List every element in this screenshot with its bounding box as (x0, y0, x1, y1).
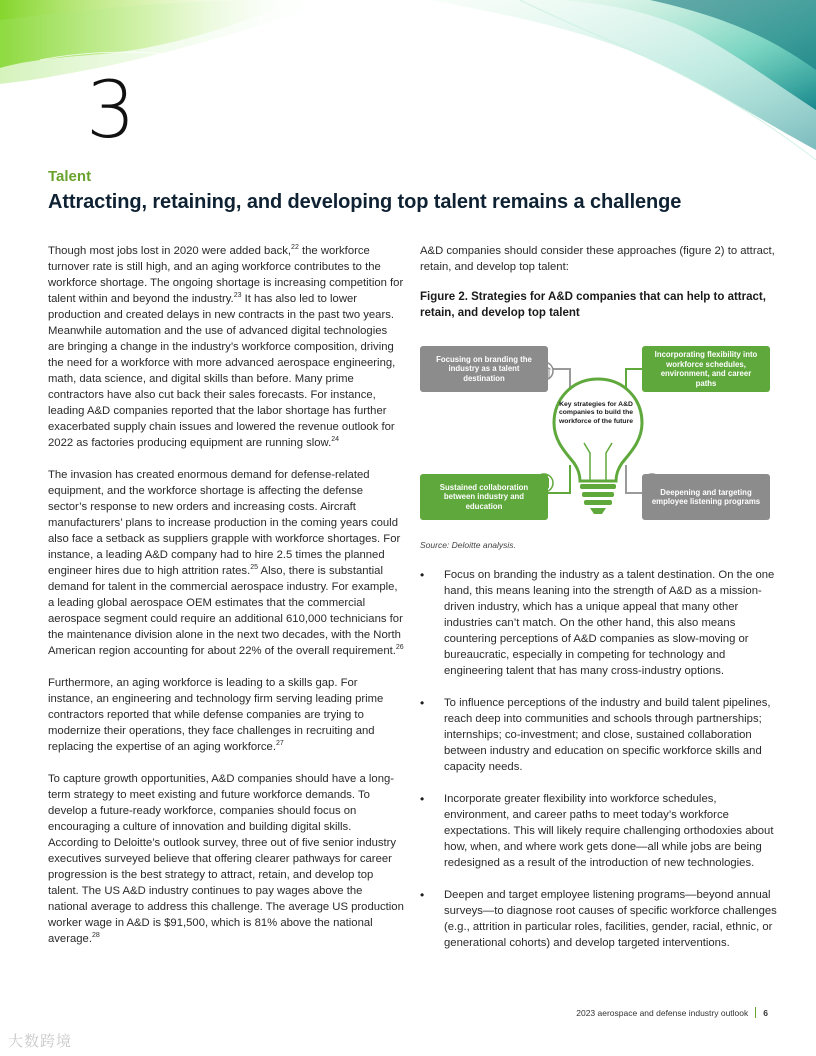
footnote-ref: 23 (233, 292, 242, 300)
figure-title: Figure 2. Strategies for A&D companies that can help to attract, retain, and develop top talent (420, 291, 766, 319)
list-item: • Incorporate greater flexibility into workforce schedules, environment, and career paths to meet today’s workforce expectations. This will likely require challenging orthodoxies about how, when, and where work gets done—all while jobs are being redesigned as a result of the introduction of new technologies. (420, 792, 774, 869)
page-number: 6 (763, 1007, 768, 1018)
list-item: • Deepen and target employee listening programs—beyond annual surveys—to diagnose root causes of specific workforce challenges (e.g., attrition in particular roles, facilities, gender, racial, ethnic, or generational cohorts) and develop targeted interventions. (420, 888, 777, 949)
footer-divider (755, 1007, 756, 1018)
figure-source: Source: Deloitte analysis. (420, 540, 516, 550)
report-name: 2023 aerospace and defense industry outlook (576, 1007, 749, 1018)
strategy-bullet-list (420, 567, 778, 951)
strategy-box-flexibility: Incorporating flexibility into workforce schedules, environment, and career paths (642, 346, 770, 392)
bullet-icon: • (420, 888, 425, 902)
footnote-ref: 28 (91, 932, 100, 940)
bullet-icon: • (420, 568, 425, 582)
paragraph-growth-strategy: To capture growth opportunities, A&D companies should have a long-term strategy to meet existing and future workforce demands. To develop a future-ready workforce, companies should focus on encouraging a culture of innovation and building digital skills. According to Deloitte’s outlook survey, three out of five senior industry executives surveyed believe that offering clearer pathways for career progression is the best strategy to attract, retain, and develop top talent. The US A&D industry continues to pay wages above the national average to address this challenge. The average US production worker wage in A&D is $91,500, which is 81% above the national average.$^{28}$ (48, 773, 404, 945)
page-title: Attracting, retaining, and developing top talent remains a challenge (48, 191, 682, 213)
footnote-ref: 25 (250, 564, 259, 572)
bullet-icon: • (420, 696, 425, 710)
footnote-ref: 26 (395, 644, 404, 652)
list-item: • To influence perceptions of the industry and build talent pipelines, reach deep into communities and schools through partnerships; internships; co-investment; and close, sustained collaboration between industry and education on specific workforce skills and capacity needs. (420, 696, 771, 773)
right-column (420, 243, 778, 967)
strategy-box-listening: Deepening and targeting employee listening programs (642, 474, 770, 520)
strategy-box-collaboration: Sustained collaboration between industry and education (420, 474, 548, 520)
paragraph-defense-demand: The invasion has created enormous demand for defense-related equipment, and the workforce shortage is affecting the defense sector’s response to new orders and increasing costs. Aircraft manufacturers’ plans to increase production in the coming years could also face a setback as suppliers grapple with workforce shortages. For instance, a leading A&D company had to hire 2.5 times the planned engineer hires due to high attrition rates.$^{25}$ Also, there is substantial demand for talent in the commercial aerospace industry. For example, a leading global aerospace OEM estimates that the commercial aerospace segment could require an additional 610,000 technicians for the maintenance division alone in the next two decades, with the North American region accounting for about 22% of the overall requirement.$^{26}$ (48, 469, 404, 657)
footnote-ref: 27 (275, 740, 284, 748)
bullet-icon: • (420, 792, 425, 806)
section-label: Talent (48, 168, 92, 185)
chapter-number: 3 (86, 66, 136, 156)
strategy-box-branding: Focusing on branding the industry as a talent destination (420, 346, 548, 392)
paragraph-skills-gap: Furthermore, an aging workforce is leading to a skills gap. For instance, an engineering and technology firm serving leading prime contractors reported that while defense companies are trying to modernize their operations, they face challenges in recruiting and replacing the expertise of an aging workforce.$^{27}$ (48, 677, 384, 753)
page-footer (576, 1007, 768, 1018)
footnote-ref: 24 (331, 436, 340, 444)
footnote-ref: 22 (291, 244, 299, 252)
paragraph-workforce-turnover: Though most jobs lost in 2020 were added back,$^{22}$ the workforce turnover rate is still high, and an aging workforce contributes to the workforce shortage. The ongoing shortage is increasing competition for talent within and beyond the industry.$^{23}$ It has also led to lower production and created delays in new contracts in the past two years. Meanwhile automation and the use of advanced digital technologies are bringing a change in the industry’s workforce composition, driving the need for a workforce with more advanced aerospace engineering, math, data science, and digital skills than before. Many prime contractors have also cut back their sales forecasts. For instance, leading A&D companies reported that the labor shortage has further exacerbated supply chain issues and lowered the revenue outlook for 2022 as factories producing equipment are running slow.$^{24}$ (48, 244, 404, 449)
left-column (48, 243, 404, 963)
paragraph-intro: A&D companies should consider these approaches (figure 2) to attract, retain, and develop top talent: (420, 245, 775, 273)
figure-strategies-diagram (420, 331, 776, 531)
watermark: 大数跨境 (8, 1032, 73, 1050)
list-item: • Focus on branding the industry as a talent destination. On the one hand, this means leaning into the strength of A&D as a mission-driven industry, which has a unique appeal that many other industries can’t match. On the other hand, this also means countering perceptions of A&D companies as slow-moving or bureaucratic, especially in competing for technology and engineering talent that has many cross-industry options. (420, 568, 775, 677)
bulb-center-label: Key strategies for A&D companies to build the workforce of the future (558, 401, 634, 425)
